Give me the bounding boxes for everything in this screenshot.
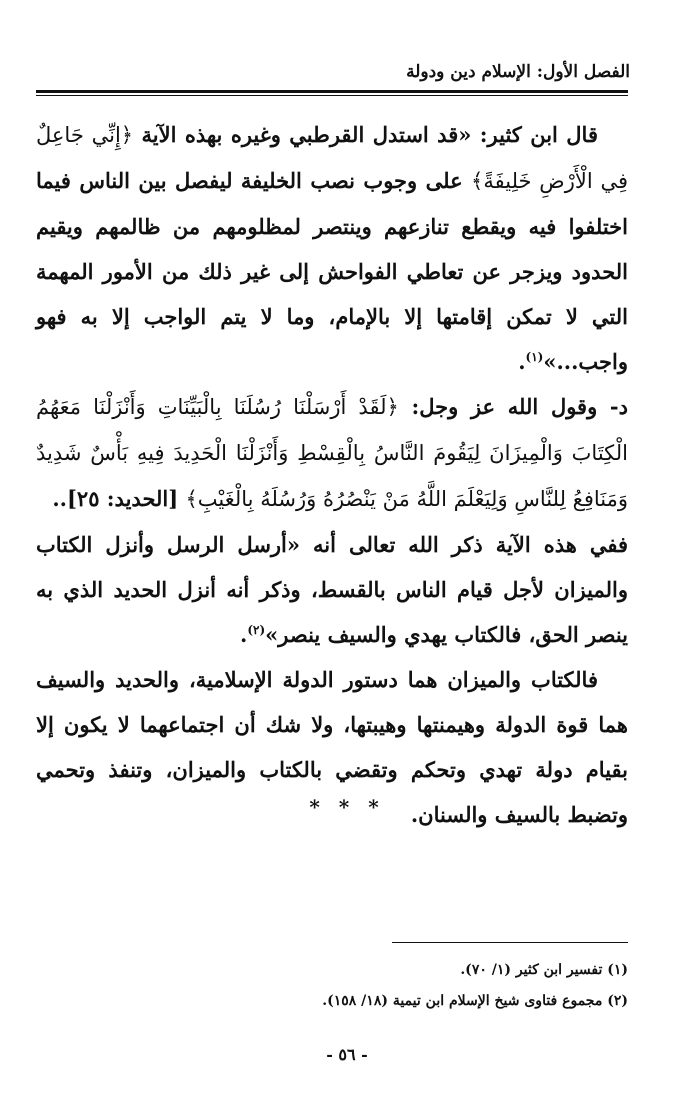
page-number: - ٥٦ - [326, 1045, 368, 1064]
p1-verse: ﴿إِنِّي جَاعِلٌ فِي الْأَرْضِ خَلِيفَةً﴾ [36, 123, 628, 193]
p3-end: . [240, 622, 248, 647]
footnote-1: (١) تفسير ابن كثير (١/ ٧٠). [460, 962, 628, 978]
footnote-2: (٢) مجموع فتاوى شيخ الإسلام ابن تيمية (١٨/ ١٥٨). [322, 993, 628, 1009]
p3-text: ففي هذه الآية ذكر الله تعالى أنه «أرسل الرسل وأنزل الكتاب والميزان لأجل قيام الناس بالقسط، وذكر أنه أنزل الحديد الذي به ينصر الحق، فالكتاب يهدي والسيف ينصر» [36, 532, 628, 647]
footnote-ref-1: (١) [525, 350, 544, 364]
p2-verse: ﴿لَقَدْ أَرْسَلْنَا رُسُلَنَا بِالْبَيِّنَاتِ وَأَنْزَلْنَا مَعَهُمُ الْكِتَابَ وَالْمِيزَانَ لِيَقُومَ النَّاسُ بِالْقِسْطِ وَأَنْزَلْنَا الْحَدِيدَ فِيهِ بَأْسٌ شَدِيدٌ وَمَنَافِعُ لِلنَّاسِ وَلِيَعْلَمَ اللَّهُ مَنْ يَنْصُرُهُ وَرُسُلَهُ بِالْغَيْبِ﴾ [36, 395, 628, 511]
main-text [36, 112, 628, 837]
footnotes [250, 955, 628, 1017]
p1-end: . [518, 349, 526, 374]
section-separator: * * * [309, 795, 385, 819]
footnote-ref-2: (٢) [247, 623, 266, 637]
paragraph-ibn-kathir-quote [36, 112, 628, 384]
p2-citation: [الحديد: ٢٥].. [52, 486, 186, 511]
running-header: الفصل الأول: الإسلام دين ودولة [406, 62, 630, 82]
p4-text: فالكتاب والميزان هما دستور الدولة الإسلامية، والحديد والسيف هما قوة الدولة وهيمنتها وهيبتها، ولا شك أن اجتماعهما لا يكون إلا بقيام دولة تهدي وتحكم وتقضي بالكتاب والميزان، وتنفذ وتحمي وتضبط بالسيف والسنان. [36, 667, 628, 827]
paragraph-hadid-verse [36, 384, 628, 522]
paragraph-explanation [36, 522, 628, 657]
p1-rest: على وجوب نصب الخليفة ليفصل بين الناس فيما اختلفوا فيه ويقطع تنازعهم وينتصر لمظلومهم من ظالمهم ويقيم الحدود ويزجر عن تعاطي الفواحش إلى غير ذلك من الأمور المهمة التي لا تمكن إقامتها إلا بالإمام، وما لا يتم الواجب إلا به فهو واجب...» [36, 168, 628, 374]
p1-lead: قال ابن كثير: «قد استدل القرطبي وغيره بهذه الآية [133, 122, 598, 147]
header-rule [36, 90, 628, 96]
footnote-rule [392, 942, 628, 943]
p2-lead: د- وقول الله عز وجل: [398, 394, 628, 419]
